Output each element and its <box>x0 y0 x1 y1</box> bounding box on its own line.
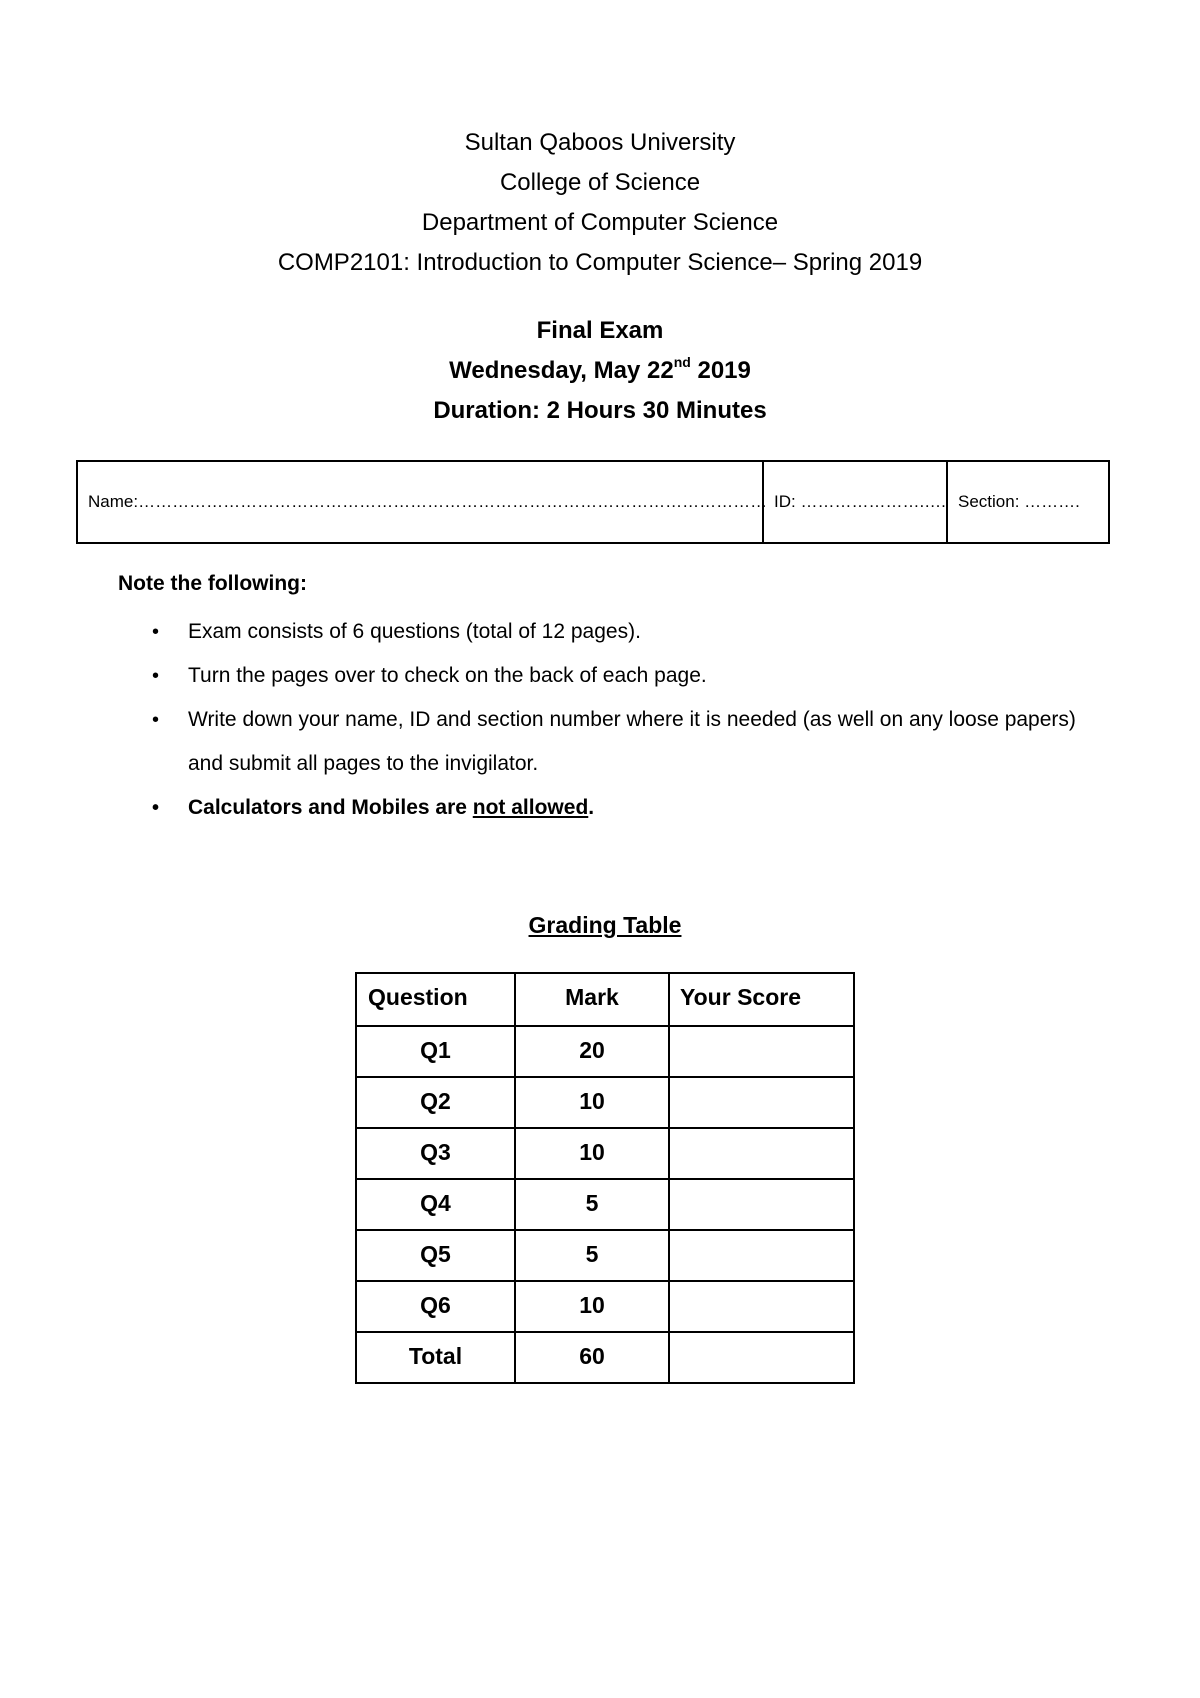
note-item: • Exam consists of 6 questions (total of 12 pages). <box>150 610 1090 654</box>
table-header-row <box>356 973 854 1026</box>
student-info-box <box>76 460 1110 544</box>
score-cell[interactable] <box>669 1026 854 1077</box>
mark-cell: 5 <box>515 1230 669 1281</box>
table-row <box>356 1128 854 1179</box>
total-label-cell: Total <box>356 1332 515 1383</box>
header-mark: Mark <box>515 973 669 1026</box>
note-item: • Write down your name, ID and section number where it is needed (as well on any loose papers) and submit all pages to the invigilator. <box>150 698 1090 786</box>
notes-list <box>150 610 1090 830</box>
question-cell: Q4 <box>356 1179 515 1230</box>
notes-title: Note the following: <box>118 572 307 595</box>
course-title: COMP2101: Introduction to Computer Science– Spring 2019 <box>277 249 923 276</box>
note-item-calculators: • Calculators and Mobiles are not allowed. <box>150 786 1090 830</box>
total-score-cell[interactable] <box>669 1332 854 1383</box>
header-your-score: Your Score <box>669 973 854 1026</box>
note-item: • Turn the pages over to check on the back of each page. <box>150 654 1090 698</box>
question-cell: Q3 <box>356 1128 515 1179</box>
score-cell[interactable] <box>669 1128 854 1179</box>
score-cell[interactable] <box>669 1281 854 1332</box>
table-row <box>356 1230 854 1281</box>
table-row <box>356 1077 854 1128</box>
question-cell: Q6 <box>356 1281 515 1332</box>
score-cell[interactable] <box>669 1077 854 1128</box>
exam-title: Final Exam <box>536 317 664 344</box>
question-cell: Q5 <box>356 1230 515 1281</box>
mark-cell: 10 <box>515 1281 669 1332</box>
exam-date: Wednesday, May 22nd 2019 <box>449 354 751 384</box>
grading-table-title: Grading Table <box>528 912 682 938</box>
mark-cell: 20 <box>515 1026 669 1077</box>
university-name: Sultan Qaboos University <box>464 129 736 156</box>
score-cell[interactable] <box>669 1179 854 1230</box>
table-row <box>356 1281 854 1332</box>
question-cell: Q2 <box>356 1077 515 1128</box>
section-field[interactable]: Section: ………. <box>958 492 1080 511</box>
exam-duration: Duration: 2 Hours 30 Minutes <box>433 397 767 424</box>
college-name: College of Science <box>499 169 701 196</box>
score-cell[interactable] <box>669 1230 854 1281</box>
mark-cell: 10 <box>515 1128 669 1179</box>
mark-cell: 5 <box>515 1179 669 1230</box>
total-mark-cell: 60 <box>515 1332 669 1383</box>
mark-cell: 10 <box>515 1077 669 1128</box>
total-row <box>356 1332 854 1383</box>
id-field[interactable]: ID: ………………….…. <box>764 462 948 542</box>
header-question: Question <box>356 973 515 1026</box>
grading-table <box>355 972 855 1384</box>
name-field[interactable]: Name:………………………………………………………………………………………………… <box>78 462 764 542</box>
question-cell: Q1 <box>356 1026 515 1077</box>
table-row <box>356 1179 854 1230</box>
department-name: Department of Computer Science <box>421 209 779 236</box>
table-row <box>356 1026 854 1077</box>
